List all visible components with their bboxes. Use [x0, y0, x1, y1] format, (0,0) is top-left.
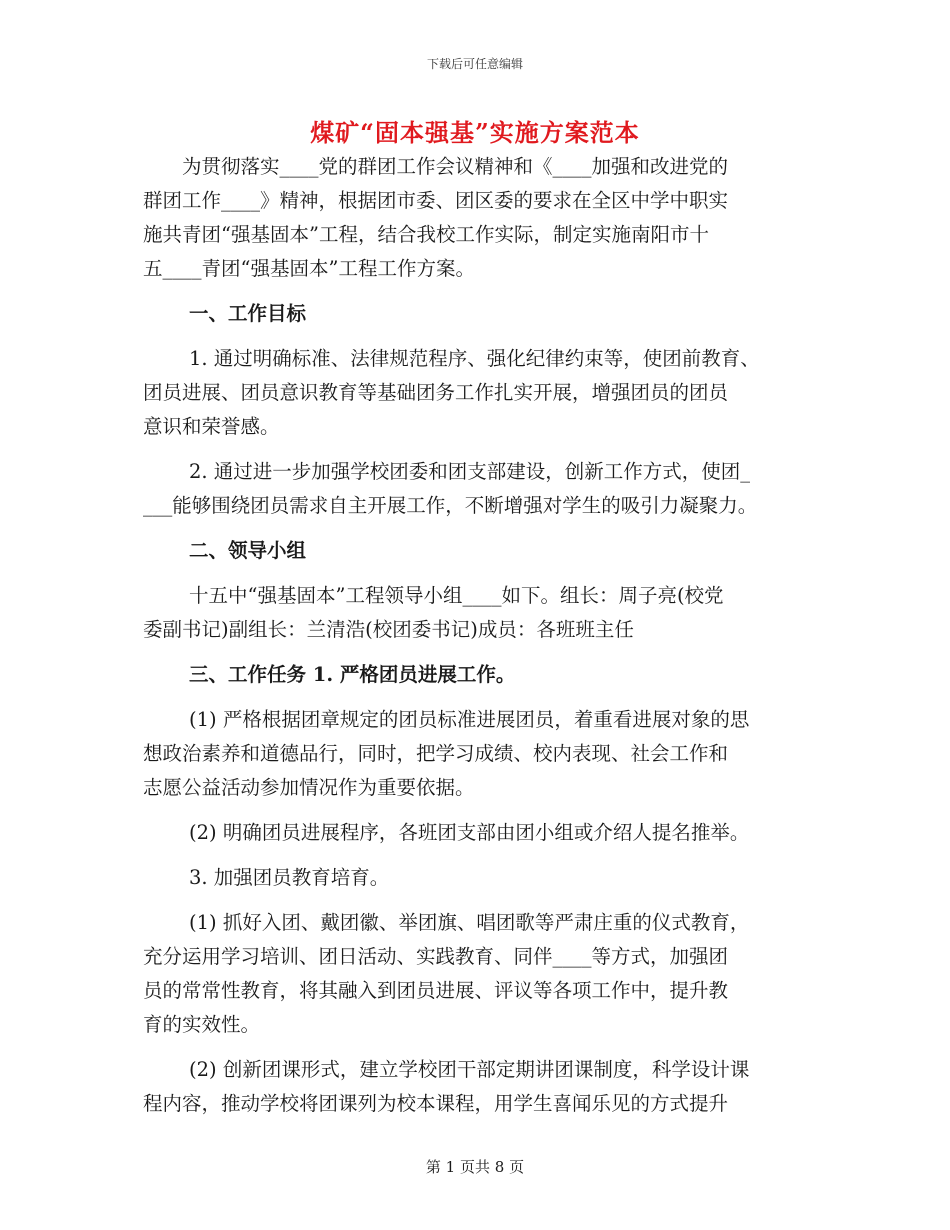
- body-line: 十五中“强基固本”工程领导小组____如下。组长：周子亮(校党: [189, 584, 724, 607]
- body-line: (2) 创新团课形式，建立学校团干部定期讲团课制度，科学设计课: [189, 1058, 750, 1081]
- section-heading: 一、工作目标: [189, 302, 307, 325]
- body-line: 委副书记)副组长：兰清浩(校团委书记)成员：各班班主任: [143, 618, 634, 641]
- body-line: 员的常常性教育，将其融入到团员进展、评议等各项工作中，提升教: [143, 979, 729, 1002]
- body-line: 团员进展、团员意识教育等基础团务工作扎实开展，增强团员的团员: [143, 381, 729, 404]
- body-line: (1) 严格根据团章规定的团员标准进展团员，着重看进展对象的思: [189, 708, 750, 731]
- body-line: 群团工作____》精神，根据团市委、团区委的要求在全区中学中职实: [143, 189, 729, 212]
- page-footer: 第 1 页共 8 页: [425, 1158, 525, 1176]
- body-line: 充分运用学习培训、团日活动、实践教育、同伴____等方式，加强团: [143, 945, 729, 968]
- body-line: 五____青团“强基固本”工程工作方案。: [143, 257, 475, 280]
- body-line: 意识和荣誉感。: [143, 415, 280, 438]
- body-line: (1) 抓好入团、戴团徽、举团旗、唱团歌等严肃庄重的仪式教育，: [189, 911, 750, 934]
- body-line: 为贯彻落实____党的群团工作会议精神和《____加强和改进党的: [182, 155, 729, 178]
- body-line: 2. 通过进一步加强学校团委和团支部建设，创新工作方式，使团_: [189, 460, 751, 483]
- header-note: 下载后可任意编辑: [426, 57, 523, 71]
- section-heading: 二、领导小组: [189, 539, 307, 562]
- body-line: 育的实效性。: [143, 1013, 261, 1036]
- body-line: 程内容，推动学校将团课列为校本课程，用学生喜闻乐见的方式提升: [143, 1092, 729, 1115]
- document-body: [143, 150, 823, 1121]
- body-line: 1. 通过明确标准、法律规范程序、强化纪律约束等，使团前教育、: [189, 347, 760, 370]
- body-line: 施共青团“强基固本”工程，结合我校工作实际，制定实施南阳市十: [143, 223, 709, 246]
- body-line: 志愿公益活动参加情况作为重要依据。: [143, 776, 475, 799]
- document-title: 煤矿“固本强基”实施方案范本: [310, 118, 640, 147]
- body-line: (2) 明确团员进展程序，各班团支部由团小组或介绍人提名推举。: [189, 821, 750, 844]
- body-line: ___能够围绕团员需求自主开展工作，不断增强对学生的吸引力凝聚力。: [143, 494, 758, 517]
- section-heading: 三、工作任务 1. 严格团员进展工作。: [189, 663, 516, 686]
- body-line: 3. 加强团员教育培育。: [189, 866, 390, 889]
- body-line: 想政治素养和道德品行，同时，把学习成绩、校内表现、社会工作和: [143, 742, 729, 765]
